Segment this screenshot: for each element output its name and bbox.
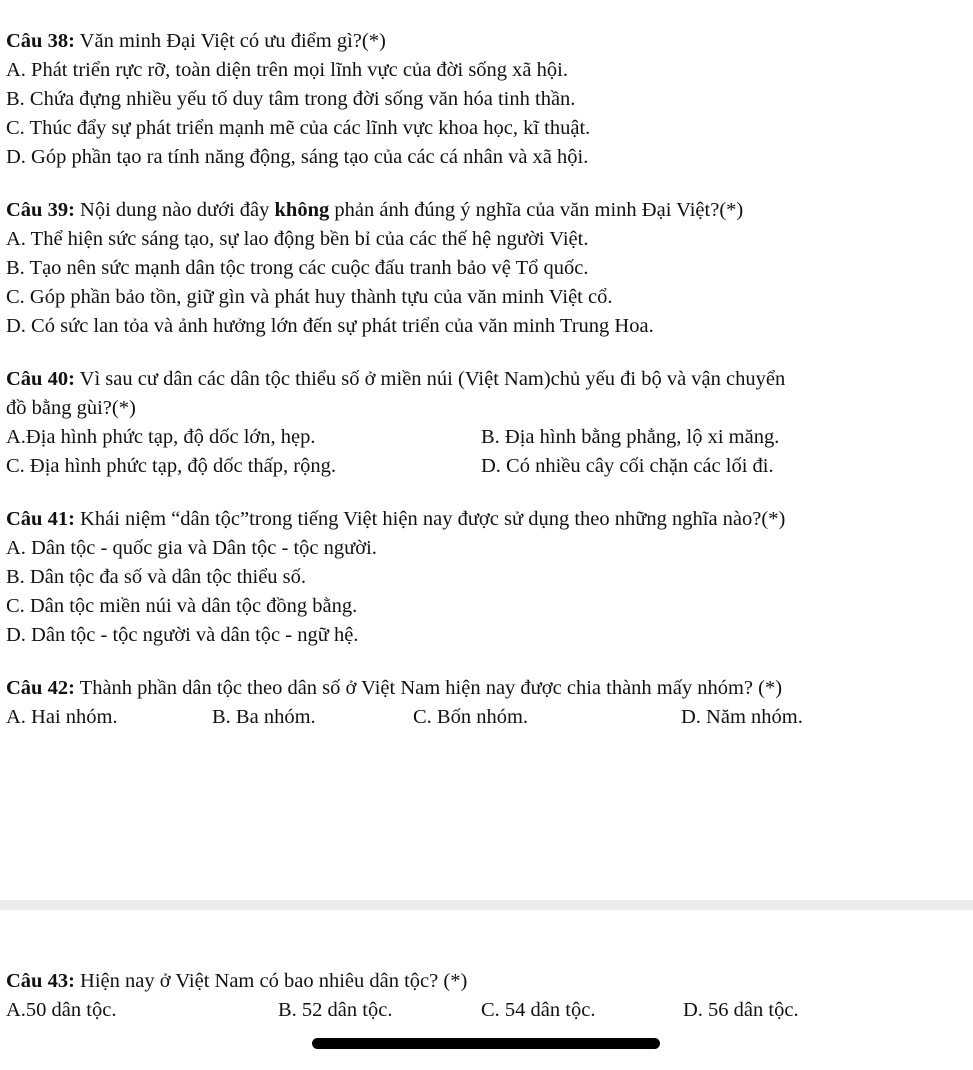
question-41-text: Khái niệm “dân tộc”trong tiếng Việt hiện nay được sử dụng theo những nghĩa nào?(*) bbox=[74, 508, 786, 530]
question-39-label: Câu 39: bbox=[6, 199, 75, 221]
question-39-option-c: C. Góp phần bảo tồn, giữ gìn và phát huy thành tựu của văn minh Việt cổ. bbox=[6, 286, 613, 308]
question-40-label: Câu 40: bbox=[6, 368, 75, 390]
question-41 bbox=[6, 506, 785, 532]
question-42-label: Câu 42: bbox=[6, 677, 75, 699]
question-42-option-d: D. Năm nhóm. bbox=[681, 706, 803, 728]
question-43-label: Câu 43: bbox=[6, 970, 75, 992]
question-39-emphasis: không bbox=[274, 199, 330, 221]
question-41-label: Câu 41: bbox=[6, 508, 75, 530]
question-40-text-line2: đồ bằng gùi?(*) bbox=[6, 397, 136, 419]
question-43 bbox=[6, 968, 467, 994]
home-indicator-bar[interactable] bbox=[312, 1038, 660, 1049]
question-42-text: Thành phần dân tộc theo dân số ở Việt Nam hiện nay được chia thành mấy nhóm? (*) bbox=[74, 677, 783, 699]
question-38-option-c: C. Thúc đẩy sự phát triển mạnh mẽ của các lĩnh vực khoa học, kĩ thuật. bbox=[6, 117, 591, 139]
question-40-option-c: C. Địa hình phức tạp, độ dốc thấp, rộng. bbox=[6, 455, 336, 477]
question-43-option-c: C. 54 dân tộc. bbox=[481, 999, 596, 1021]
question-43-option-b: B. 52 dân tộc. bbox=[278, 999, 393, 1021]
question-38-option-d: D. Góp phần tạo ra tính năng động, sáng tạo của các cá nhân và xã hội. bbox=[6, 146, 589, 168]
question-40-option-b: B. Địa hình bằng phẳng, lộ xi măng. bbox=[481, 426, 780, 448]
question-41-option-a: A. Dân tộc - quốc gia và Dân tộc - tộc người. bbox=[6, 537, 377, 559]
question-38 bbox=[6, 28, 386, 54]
page-separator bbox=[0, 900, 973, 910]
question-42-option-a: A. Hai nhóm. bbox=[6, 706, 118, 728]
question-42-option-c: C. Bốn nhóm. bbox=[413, 706, 529, 728]
question-39-option-a: A. Thể hiện sức sáng tạo, sự lao động bền bỉ của các thế hệ người Việt. bbox=[6, 228, 589, 250]
question-40-option-d: D. Có nhiều cây cối chặn các lối đi. bbox=[481, 455, 774, 477]
question-38-option-b: B. Chứa đựng nhiều yếu tố duy tâm trong đời sống văn hóa tinh thần. bbox=[6, 88, 576, 110]
question-41-option-b: B. Dân tộc đa số và dân tộc thiểu số. bbox=[6, 566, 307, 588]
question-39-option-b: B. Tạo nên sức mạnh dân tộc trong các cuộc đấu tranh bảo vệ Tổ quốc. bbox=[6, 257, 589, 279]
question-40-option-a: A.Địa hình phức tạp, độ dốc lớn, hẹp. bbox=[6, 426, 316, 448]
question-40 bbox=[6, 366, 785, 392]
question-42 bbox=[6, 675, 782, 701]
question-43-option-d: D. 56 dân tộc. bbox=[683, 999, 799, 1021]
question-39-text-after: phản ánh đúng ý nghĩa của văn minh Đại Việt?(*) bbox=[329, 199, 744, 221]
question-43-option-a: A.50 dân tộc. bbox=[6, 999, 117, 1021]
question-43-text: Hiện nay ở Việt Nam có bao nhiêu dân tộc? (*) bbox=[74, 970, 468, 992]
question-39-text-before: Nội dung nào dưới đây bbox=[74, 199, 275, 221]
question-39-option-d: D. Có sức lan tỏa và ảnh hưởng lớn đến sự phát triển của văn minh Trung Hoa. bbox=[6, 315, 654, 337]
question-41-option-d: D. Dân tộc - tộc người và dân tộc - ngữ hệ. bbox=[6, 624, 359, 646]
question-39 bbox=[6, 197, 743, 223]
question-38-text: Văn minh Đại Việt có ưu điểm gì?(*) bbox=[74, 30, 386, 52]
question-38-label: Câu 38: bbox=[6, 30, 75, 52]
question-38-option-a: A. Phát triển rực rỡ, toàn diện trên mọi lĩnh vực của đời sống xã hội. bbox=[6, 59, 568, 81]
question-42-option-b: B. Ba nhóm. bbox=[212, 706, 316, 728]
question-40-text-line1: Vì sau cư dân các dân tộc thiểu số ở miền núi (Việt Nam)chủ yếu đi bộ và vận chuyển bbox=[74, 368, 786, 390]
question-41-option-c: C. Dân tộc miền núi và dân tộc đồng bằng. bbox=[6, 595, 358, 617]
